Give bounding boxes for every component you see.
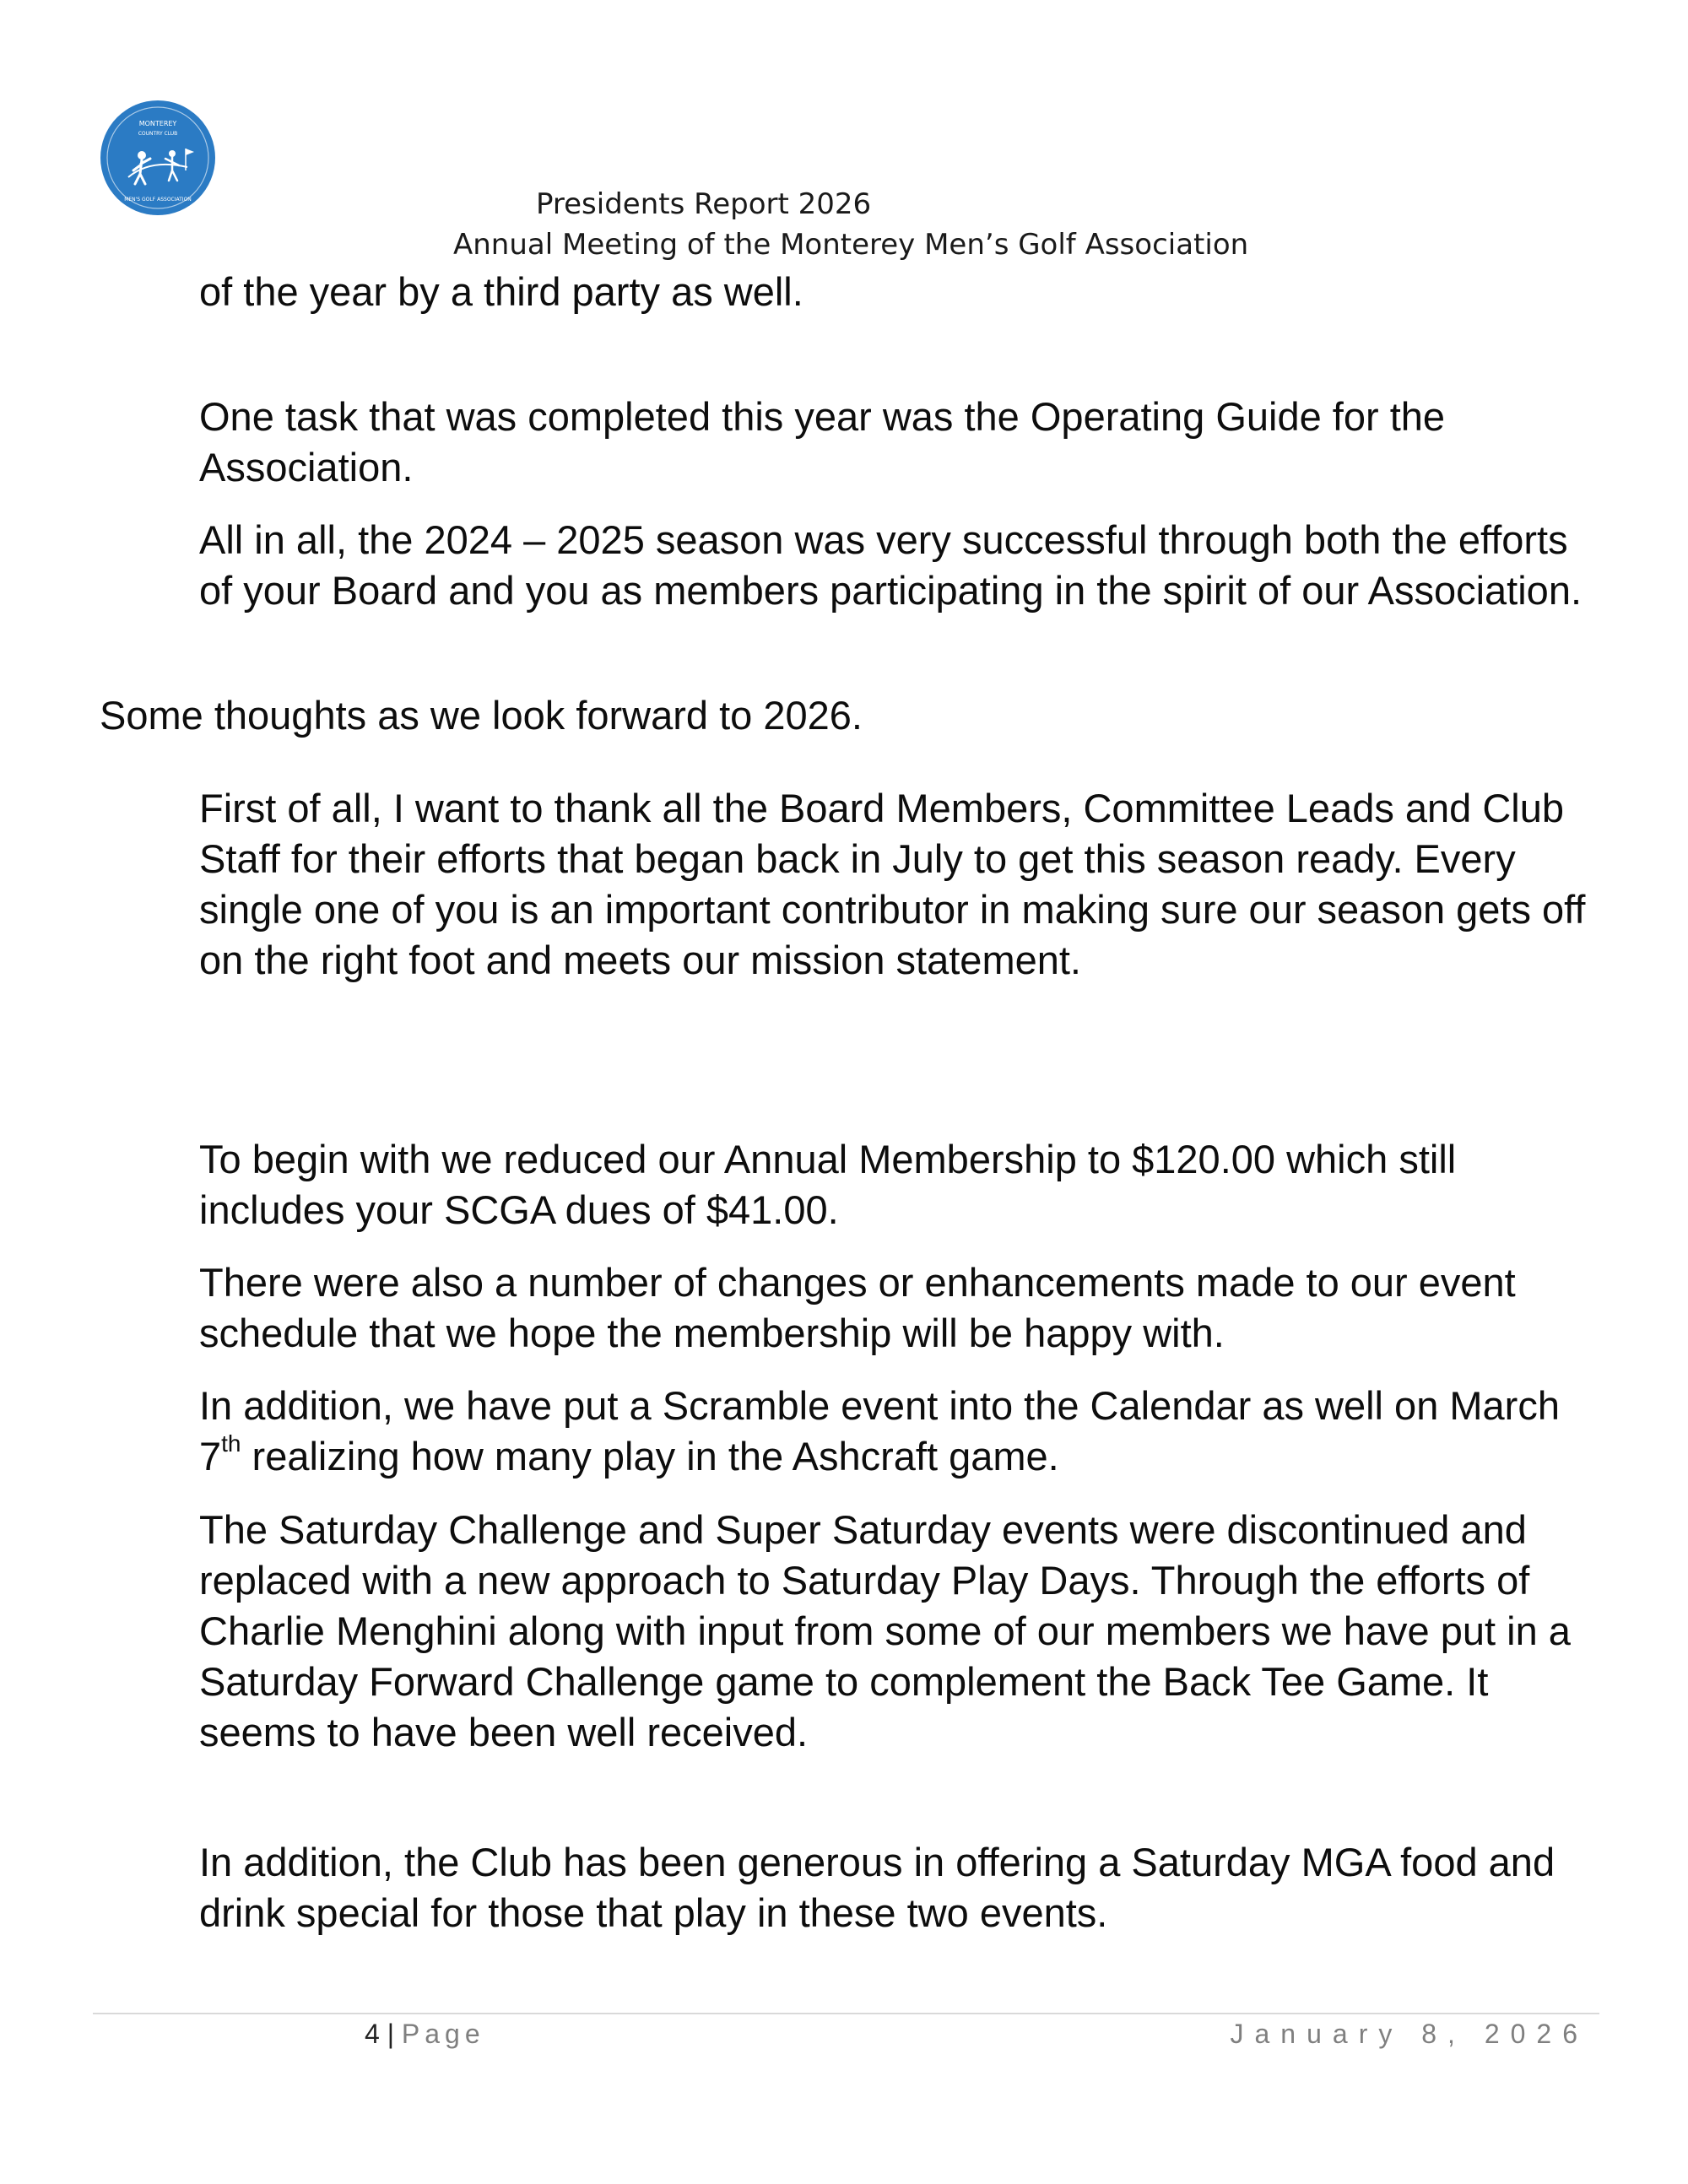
- logo-mid-text: COUNTRY CLUB: [138, 131, 178, 137]
- paragraph-continued: of the year by a third party as well.: [199, 269, 803, 314]
- paragraph-thoughts-heading: Some thoughts as we look forward to 2026.: [100, 693, 863, 738]
- report-title: Presidents Report 2026: [536, 187, 872, 221]
- logo-bottom-text: MEN'S GOLF ASSOCIATION: [124, 197, 192, 203]
- paragraph-membership-fee: To begin with we reduced our Annual Membership to $120.00 which still includes your SCGA dues of $41.00.: [199, 1137, 1457, 1232]
- page-number-label: [365, 2019, 485, 2050]
- paragraph-scramble-event: [199, 1381, 1600, 1482]
- page-word: Page: [401, 2019, 485, 2049]
- footer-date: January 8, 2026: [1230, 2019, 1588, 2049]
- club-logo-icon: [100, 100, 216, 216]
- footer-divider: [93, 2013, 1599, 2014]
- club-logo: [100, 100, 216, 216]
- paragraph-operating-guide: One task that was completed this year was the Operating Guide for the Association.: [199, 394, 1446, 489]
- paragraph-food-special: In addition, the Club has been generous in offering a Saturday MGA food and drink special for those that play in these two events.: [199, 1840, 1555, 1935]
- page-number: 4: [365, 2019, 380, 2049]
- paragraph-season-summary: All in all, the 2024 – 2025 season was very successful through both the efforts of your Board and you as members participating in the spirit of our Association.: [199, 517, 1582, 613]
- report-subtitle: Annual Meeting of the Monterey Men’s Golf Association: [453, 228, 1249, 262]
- scramble-text-end: realizing how many play in the Ashcraft game.: [241, 1434, 1059, 1479]
- page-separator: |: [379, 2019, 402, 2049]
- ordinal-suffix: th: [221, 1430, 241, 1457]
- paragraph-thanks: First of all, I want to thank all the Board Members, Committee Leads and Club Staff for their efforts that began back in July to get this season ready. Every single one of you is an important contributor in making sure our season gets off on the right foot and meets our mission statement.: [199, 786, 1586, 982]
- paragraph-schedule-changes: There were also a number of changes or enhancements made to our event schedule that we hope the membership will be happy with.: [199, 1260, 1516, 1355]
- scramble-text-start: In addition, we have put a Scramble event into the Calendar as well on March 7: [199, 1383, 1560, 1479]
- logo-top-text: MONTEREY: [138, 120, 177, 127]
- paragraph-saturday-play: The Saturday Challenge and Super Saturday events were discontinued and replaced with a new approach to Saturday Play Days. Through the efforts of Charlie Menghini along with input from some of our members we have put in a Saturday Forward Challenge game to complement the Back Tee Game. It seems to have been well received.: [199, 1507, 1571, 1754]
